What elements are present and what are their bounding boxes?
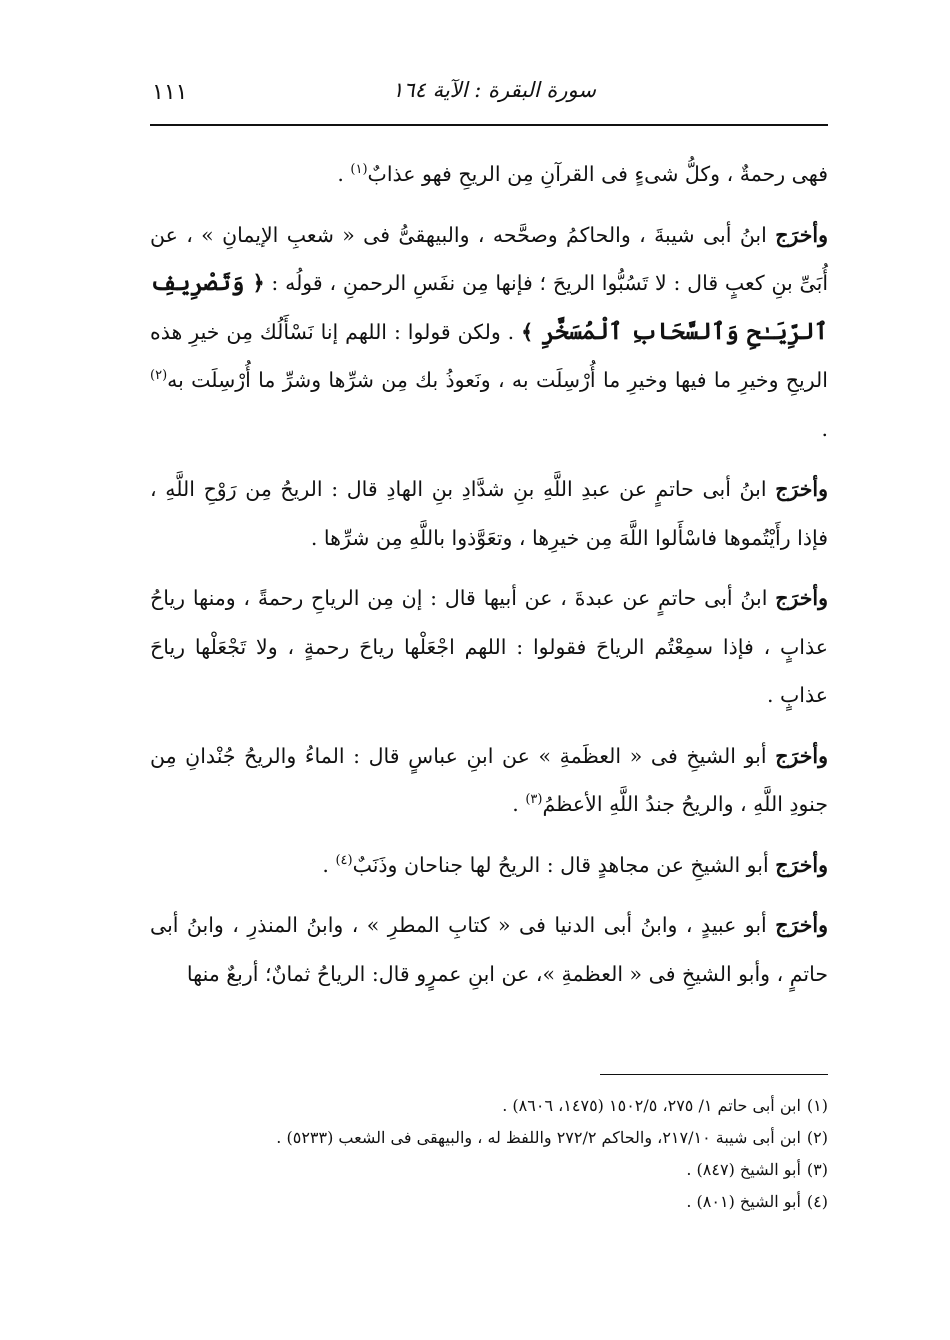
footnote-text: أبو الشيخ (٨٠١) . bbox=[686, 1192, 801, 1211]
footnote-4 bbox=[150, 1186, 828, 1218]
paragraph-7 bbox=[150, 901, 828, 998]
footnote-marker: (٤) bbox=[335, 852, 353, 868]
paragraph-text: أبو الشيخِ فى « العظَمةِ » عن ابنِ عباسٍ قال : الماءُ والريحُ جُنْدانِ مِن جنودِ اللَّهِ ، والريحُ جندُ اللَّهِ الأعظمُ bbox=[150, 743, 828, 816]
paragraph-tail: . bbox=[322, 852, 336, 877]
footnote-text: ابن أبى حاتم ١/ ٢٧٥، ١٥٠٢/٥ (١٤٧٥، ٨٦٠٦) . bbox=[502, 1096, 801, 1115]
paragraph-text: ابنُ أبى شيبةَ ، والحاكمُ وصحَّحه ، والبيهقىُّ فى « شعبِ الإيمانِ » ، عن أُبَىِّ بنِ كعبٍ قال : لا تَسُبُّوا الريحَ ؛ فإنها مِن نفَسِ الرحمنِ ، قولُه : bbox=[150, 222, 829, 295]
paragraph-tail: . bbox=[512, 792, 526, 816]
footnotes bbox=[150, 1090, 828, 1218]
header-rule bbox=[150, 124, 828, 126]
paragraph-text-continued: . ولكن قولوا : اللهم إنا نَسْأَلُك مِن خيرِ هذه الريحِ وخيرِ ما فيها وخيرِ ما أُرْسِلَت به ، ونَعوذُ بك مِن شرِّها وشرِّ ما أُرْسِلَت به bbox=[150, 319, 828, 392]
footnote-rule bbox=[600, 1074, 828, 1075]
paragraph-text: ابنُ أبى حاتمٍ عن عبدِ اللَّهِ بنِ شدَّادِ بنِ الهادِ قال : الريحُ مِن رَوْحِ اللَّهِ ، فإذا رأَيْتُموها فاسْأَلوا اللَّهَ مِن خيرِها ، وتعَوَّذوا باللَّهِ مِن شرِّها . bbox=[150, 477, 828, 550]
paragraph-lead: وأخرَج bbox=[775, 743, 828, 768]
footnote-marker: (٣) bbox=[525, 792, 543, 808]
paragraph-6 bbox=[150, 841, 828, 890]
footnote-text: ابن أبى شيبة ٢١٧/١٠، والحاكم ٢٧٢/٢ واللفظ له ، والبيهقى فى الشعب (٥٢٣٣) . bbox=[276, 1128, 801, 1147]
paragraph-lead: وأخرَج bbox=[775, 913, 828, 937]
running-title: سورة البقرة : الآية ١٦٤ bbox=[392, 78, 596, 102]
paragraph-lead: وأخرَج bbox=[775, 477, 828, 501]
footnote-number: (٢) bbox=[806, 1128, 828, 1147]
paragraph-lead: وأخرَج bbox=[775, 222, 828, 247]
footnote-1 bbox=[150, 1090, 828, 1122]
quran-bracket-close: ﴾ bbox=[521, 319, 534, 344]
paragraph-4 bbox=[150, 574, 828, 720]
footnote-number: (٤) bbox=[806, 1192, 828, 1211]
page-number: ١١١ bbox=[152, 80, 188, 105]
paragraph-3 bbox=[150, 465, 828, 562]
quran-bracket-open: ﴿ bbox=[252, 271, 265, 295]
paragraph-lead: وأخرَج bbox=[775, 852, 828, 877]
paragraph-tail: . bbox=[821, 416, 828, 441]
paragraph-lead: وأخرَج bbox=[775, 586, 828, 610]
paragraph-text: أبو عبيدٍ ، وابنُ أبى الدنيا فى « كتابِ المطرِ » ، وابنُ المنذرِ ، وابنُ أبى حاتمٍ ، وأبو الشيخِ فى « العظمةِ »، عن ابنِ عمرٍو قال: الرياحُ ثمانٌ؛ أربعٌ منها bbox=[150, 913, 828, 986]
paragraph-5 bbox=[150, 732, 828, 829]
paragraph-text: ابنُ أبى حاتمٍ عن عبدةَ ، عن أبيها قال : إن مِن الرياحِ رحمةً ، ومنها رياحُ عذابٍ ، فإذا سمِعْتُم الرياحَ فقولوا : اللهم اجْعَلْها رياحَ رحمةٍ ، ولا تَجْعَلْها رياحَ عذابٍ . bbox=[150, 586, 828, 707]
footnote-3 bbox=[150, 1154, 828, 1186]
footnote-2 bbox=[150, 1122, 828, 1154]
footnote-marker: (١) bbox=[350, 162, 368, 178]
footnote-text: أبو الشيخ (٨٤٧) . bbox=[686, 1160, 801, 1179]
quran-verse: وَتَصْرِيفِ ٱلرِّيَـٰحِ وَٱلسَّحَابِ ٱلْمُسَخَّرِ bbox=[150, 269, 828, 345]
footnote-number: (٣) bbox=[806, 1160, 828, 1179]
paragraph-1 bbox=[150, 150, 828, 199]
paragraph-text: فهى رحمةٌ ، وكلُّ شىءٍ فى القرآنِ مِن الريحِ فهو عذابٌ bbox=[367, 162, 828, 186]
paragraph-tail: . bbox=[337, 162, 351, 186]
footnote-marker: (٢) bbox=[150, 368, 168, 384]
footnote-number: (١) bbox=[806, 1096, 828, 1115]
main-text bbox=[150, 150, 828, 1010]
paragraph-text: أبو الشيخِ عن مجاهدٍ قال : الريحُ لها جناحان وذَنَبٌ bbox=[352, 852, 776, 877]
page-header bbox=[150, 74, 828, 118]
paragraph-2 bbox=[150, 211, 828, 454]
